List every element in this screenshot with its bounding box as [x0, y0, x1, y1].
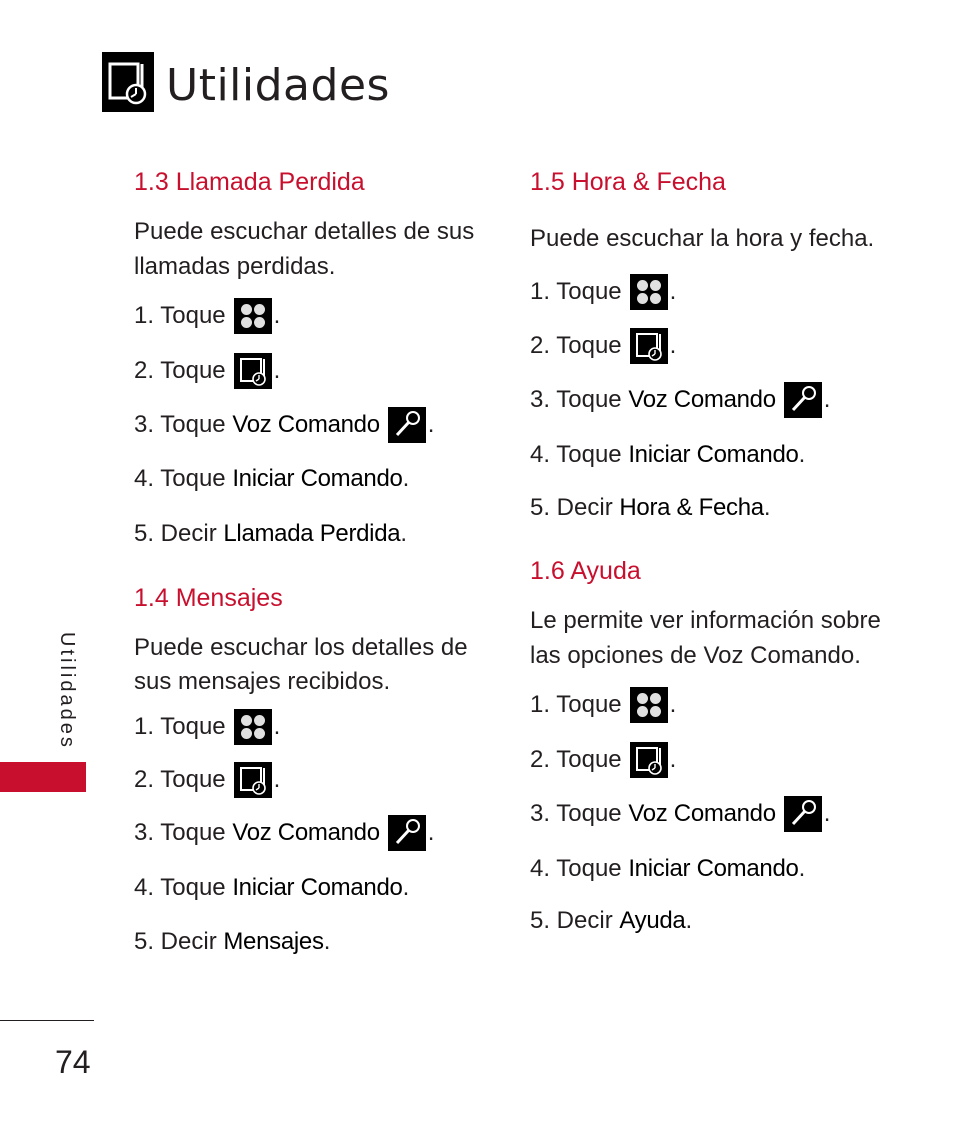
- step-suffix: .: [685, 907, 693, 934]
- step-item: [134, 405, 434, 445]
- step-suffix: .: [669, 691, 677, 718]
- section-heading-ayuda: 1.6 Ayuda: [530, 557, 641, 585]
- apps-grid-icon: [234, 298, 272, 334]
- apps-grid-icon: [234, 709, 272, 745]
- step-command: Voz Comando: [232, 819, 380, 846]
- step-suffix: .: [273, 302, 281, 329]
- step-prefix: 3. Toque: [530, 800, 622, 827]
- step-prefix: 2. Toque: [134, 766, 226, 793]
- step-suffix: .: [823, 800, 831, 827]
- step-command: Iniciar Comando: [232, 874, 403, 901]
- side-chapter-label: Utilidades: [56, 632, 78, 750]
- step-item: [134, 707, 280, 747]
- step-suffix: .: [427, 411, 435, 438]
- step-prefix: 3. Toque: [530, 386, 622, 413]
- chapter-tab: [0, 762, 86, 792]
- step-prefix: 1. Toque: [134, 713, 226, 740]
- step-item: [134, 813, 434, 853]
- step-item: [530, 685, 676, 725]
- step-suffix: .: [669, 332, 677, 359]
- step-item: [134, 868, 409, 908]
- step-suffix: .: [669, 278, 677, 305]
- utilities-icon: [234, 762, 272, 798]
- step-prefix: 4. Toque: [530, 855, 622, 882]
- step-item: [134, 514, 407, 554]
- utilities-icon: [630, 328, 668, 364]
- step-command: Voz Comando: [232, 411, 380, 438]
- step-prefix: 4. Toque: [530, 441, 622, 468]
- step-prefix: 3. Toque: [134, 411, 226, 438]
- step-prefix: 5. Decir: [530, 494, 613, 521]
- step-suffix: .: [400, 520, 407, 547]
- utilities-icon: [630, 742, 668, 778]
- step-prefix: 5. Decir: [134, 928, 217, 955]
- step-prefix: 2. Toque: [134, 357, 226, 384]
- step-item: [530, 901, 692, 941]
- page-title: Utilidades: [166, 60, 390, 111]
- step-item: [530, 740, 676, 780]
- step-command: Ayuda: [619, 907, 686, 934]
- step-suffix: .: [823, 386, 831, 413]
- step-command: Voz Comando: [628, 386, 776, 413]
- step-prefix: 2. Toque: [530, 746, 622, 773]
- step-item: [134, 296, 280, 336]
- step-item: [530, 488, 771, 528]
- step-prefix: 5. Decir: [134, 520, 217, 547]
- step-command: Iniciar Comando: [628, 855, 799, 882]
- microphone-icon: [784, 382, 822, 418]
- step-prefix: 2. Toque: [530, 332, 622, 359]
- step-item: [134, 922, 330, 962]
- step-suffix: .: [798, 855, 806, 882]
- step-item: [134, 760, 280, 800]
- step-suffix: .: [669, 746, 677, 773]
- step-prefix: 1. Toque: [134, 302, 226, 329]
- microphone-icon: [784, 796, 822, 832]
- section-desc-line: Puede escuchar detalles de sus: [134, 218, 475, 245]
- apps-grid-icon: [630, 274, 668, 310]
- step-suffix: .: [798, 441, 806, 468]
- step-item: [530, 849, 805, 889]
- section-desc-line: sus mensajes recibidos.: [134, 668, 391, 695]
- step-suffix: .: [402, 874, 410, 901]
- step-command: Mensajes: [223, 928, 324, 955]
- section-heading-hora: 1.5 Hora & Fecha: [530, 168, 726, 196]
- section-heading-llamada: 1.3 Llamada Perdida: [134, 168, 365, 196]
- step-suffix: .: [273, 713, 281, 740]
- step-item: [530, 380, 830, 420]
- section-desc-line: las opciones de Voz Comando.: [530, 642, 861, 669]
- step-prefix: 5. Decir: [530, 907, 613, 934]
- step-command: Llamada Perdida: [223, 520, 401, 547]
- utilities-icon: [102, 52, 154, 112]
- step-suffix: .: [427, 819, 435, 846]
- step-command: Hora & Fecha: [619, 494, 764, 521]
- step-item: [134, 351, 280, 391]
- step-command: Iniciar Comando: [232, 465, 403, 492]
- section-desc-line: Puede escuchar los detalles de: [134, 634, 468, 661]
- section-heading-mensajes: 1.4 Mensajes: [134, 584, 283, 612]
- page-number: 74: [55, 1044, 91, 1080]
- step-suffix: .: [273, 357, 281, 384]
- step-suffix: .: [402, 465, 410, 492]
- step-suffix: .: [763, 494, 771, 521]
- step-prefix: 3. Toque: [134, 819, 226, 846]
- utilities-icon: [234, 353, 272, 389]
- step-prefix: 4. Toque: [134, 465, 226, 492]
- step-prefix: 1. Toque: [530, 691, 622, 718]
- microphone-icon: [388, 407, 426, 443]
- footer-divider: [0, 1020, 94, 1021]
- section-desc-line: Le permite ver información sobre: [530, 607, 881, 634]
- step-item: [530, 794, 830, 834]
- step-item: [530, 326, 676, 366]
- step-item: [134, 459, 409, 499]
- step-item: [530, 272, 676, 312]
- section-desc-line: Puede escuchar la hora y fecha.: [530, 225, 875, 252]
- step-prefix: 4. Toque: [134, 874, 226, 901]
- microphone-icon: [388, 815, 426, 851]
- section-desc-line: llamadas perdidas.: [134, 253, 336, 280]
- step-suffix: .: [273, 766, 281, 793]
- step-item: [530, 435, 805, 475]
- step-suffix: .: [323, 928, 331, 955]
- step-prefix: 1. Toque: [530, 278, 622, 305]
- step-command: Iniciar Comando: [628, 441, 799, 468]
- apps-grid-icon: [630, 687, 668, 723]
- step-command: Voz Comando: [628, 800, 776, 827]
